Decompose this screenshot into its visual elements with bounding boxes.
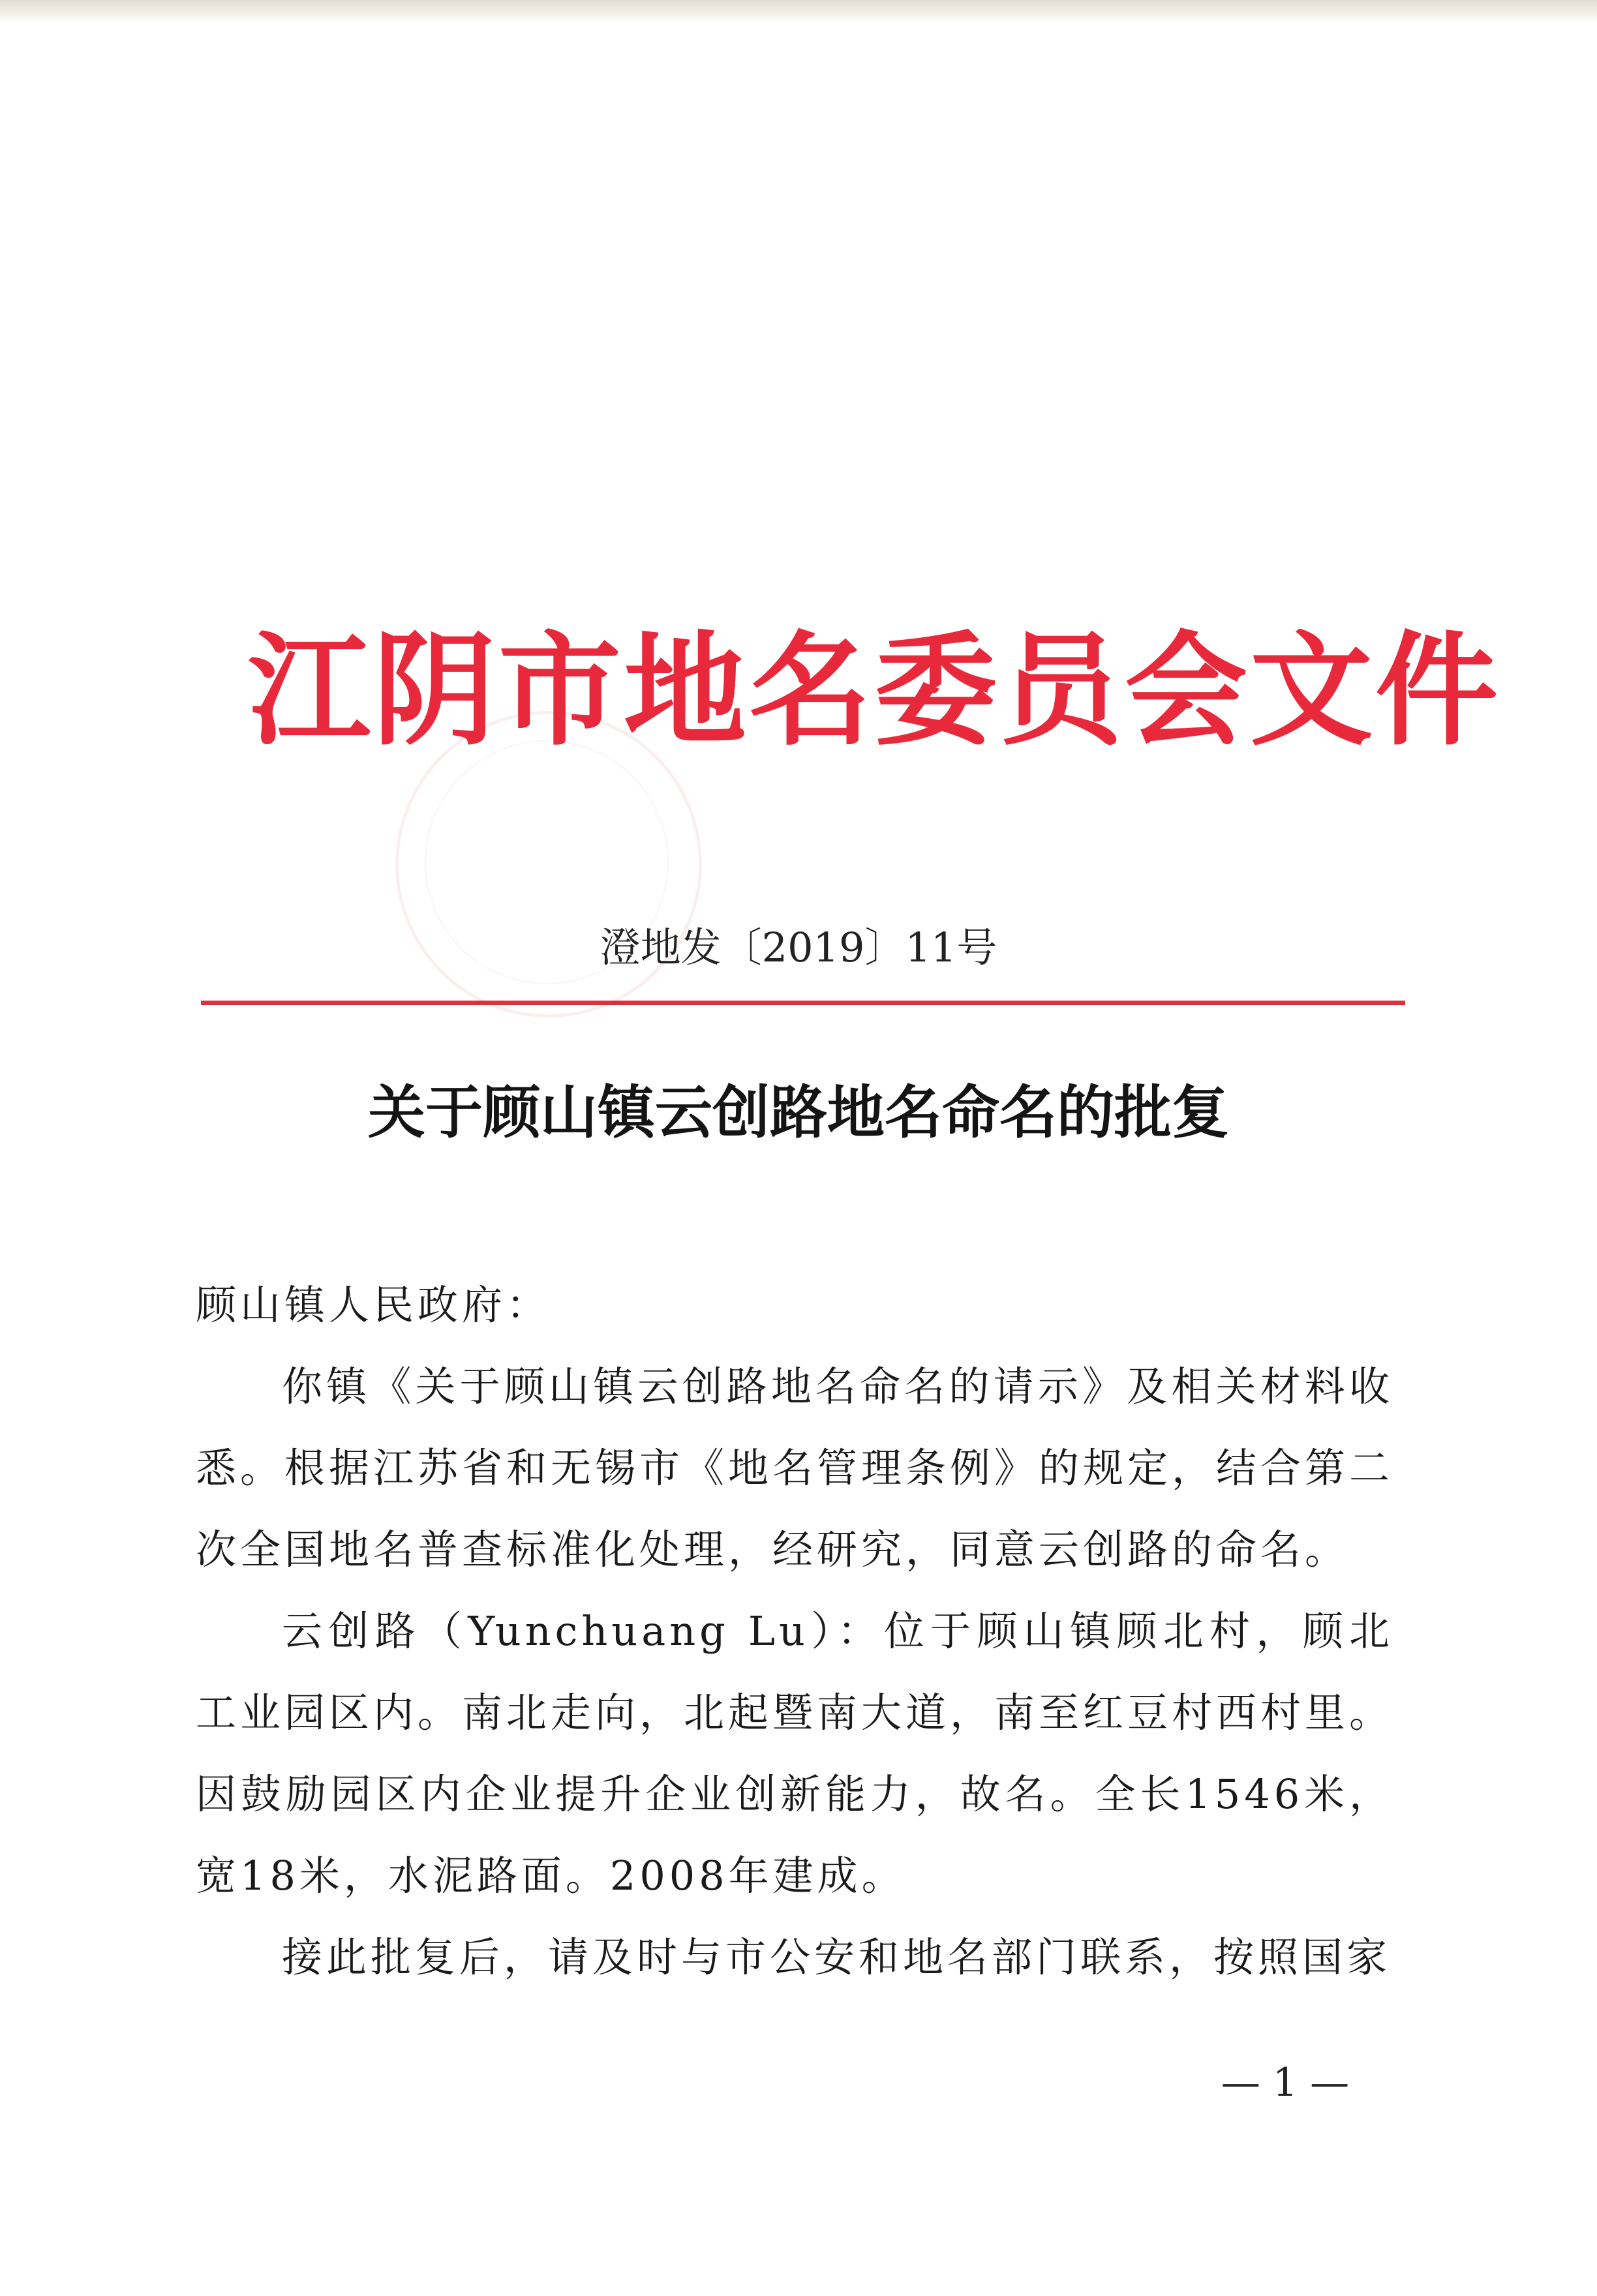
body-paragraph-2: 云创路（Yunchuang Lu）：位于顾山镇顾北村，顾北工业园区内。南北走向，北起暨南大道，南至红豆村西村里。因鼓励园区内企业提升企业创新能力，故名。全长1546米，宽18米，水泥路面。2008年建成。 [196, 1607, 1394, 1899]
document-number: 澄地发〔2019〕11号 [600, 924, 997, 971]
body-paragraph-1: 你镇《关于顾山镇云创路地名命名的请示》及相关材料收悉。根据江苏省和无锡市《地名管理条例》的规定，结合第二次全国地名普查标准化处理，经研究，同意云创路的命名。 [196, 1363, 1394, 1573]
page-number: — 1 — [1221, 2060, 1350, 2106]
document-body [196, 1264, 1393, 1998]
red-divider-line [201, 1001, 1405, 1005]
scan-edge [0, 0, 1597, 22]
document-title: 关于顾山镇云创路地名命名的批复 [367, 1078, 1229, 1146]
issuer-red-header: 江阴市地名委员会文件 [248, 620, 1500, 763]
body-paragraph-3: 接此批复后，请及时与市公安和地名部门联系，按照国家 [282, 1933, 1392, 1981]
salutation: 顾山镇人民政府： [196, 1281, 551, 1329]
